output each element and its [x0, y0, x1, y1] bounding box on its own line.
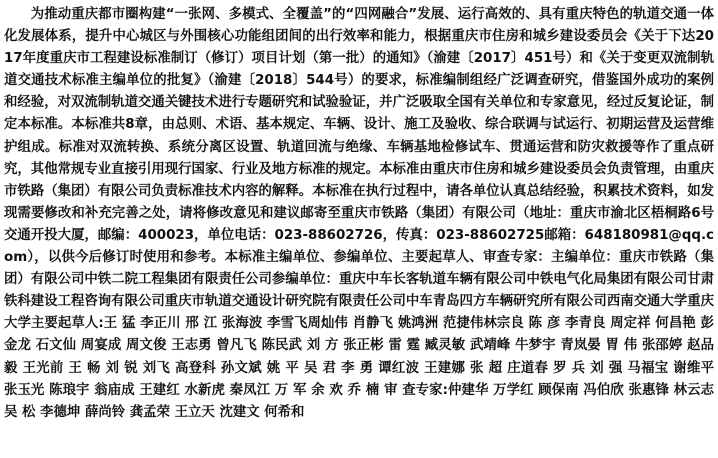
body-paragraph: 为推动重庆都市圈构建“一张网、多模式、全覆盖”的“四网融合”发展、运行高效的、具有重庆特色的轨道交通一体化发展体系，提升中心城区与外围核心功能组团间的出行效率和能力，根据重庆市住房和城乡建设委员会《关于下达2017年度重庆市工程建设标准制订（修订）项目计划（第一批）的通知》（渝建〔2017〕451号）和《关于变更双流制轨道交通技术标准主编单位的批复》（渝建〔2018〕544号）的要求，标准编制组经广泛调查研究，借鉴国外成功的案例和经验，对双流制轨道交通关键技术进行专题研究和试验验证，并广泛吸取全国有关单位和专家意见，经过反复论证，制定本标准。本标准共8章，由总则、术语、基本规定、车辆、设计、施工及验收、综合联调与试运行、初期运营及运营维护组成。标准对双流转换、系统分离区设置、轨道回流与绝缘、车辆基地检修试车、贯通运营和防灾救援等作了重点研究，其他常规专业直接引用现行国家、行业及地方标准的规定。本标准由重庆市住房和城乡建设委员会负责管理，由重庆市铁路（集团）有限公司负责标准技术内容的解释。本标准在执行过程中，请各单位认真总结经验，积累技术资料，如发现需要修改和补充完善之处，请将修改意见和建议邮寄至重庆市铁路（集团）有限公司（地址：重庆市渝北区梧桐路6号交通开投大厦，邮编：400023，单位电话：023-88602726，传真：023-88602725邮箱：648180981@qq.com），以供今后修订时使用和参考。本标准主编单位、参编单位、主要起草人、审查专家：主编单位：重庆市铁路（集团）有限公司中铁二院工程集团有限责任公司参编单位：重庆中车长客轨道车辆有限公司中铁电气化局集团有限公司甘肃铁科建设工程咨询有限公司重庆市轨道交通设计研究院有限责任公司中车青岛四方车辆研究所有限公司西南交通大学重庆大学主要起草人:王 猛 李正川 邢 江 张海波 李雪飞周灿伟 肖静飞 姚鸿洲 范捷伟林宗良 陈 彦 李青良 周定祥 何昌艳 彭金龙 石文仙 周宴成 周文俊 王志勇 曾凡飞 陈民武 刘 方 张正彬 雷 霆 臧灵敏 武靖峰 牛梦宇 青岚晏 胃 伟 张邵婷 赵品毅 王光前 王 畅 刘 锐 刘飞 高登科 孙文斌 姚 平 吴 君 李 勇 谭红波 王建娜 张 超 庄道春 罗 兵 刘 强 马福宝 谢维平 张玉光 陈琅宇 翁庙成 王建红 水新虎 秦凤江 万 军 余 欢 乔 楠 审 查专家:仲建华 万学红 顾保南 冯伯欣 张惠锋 林云志吴 松 李德坤 薛尚铃 龚孟荣 王立天 沈建文 何希和	[4, 7, 714, 420]
